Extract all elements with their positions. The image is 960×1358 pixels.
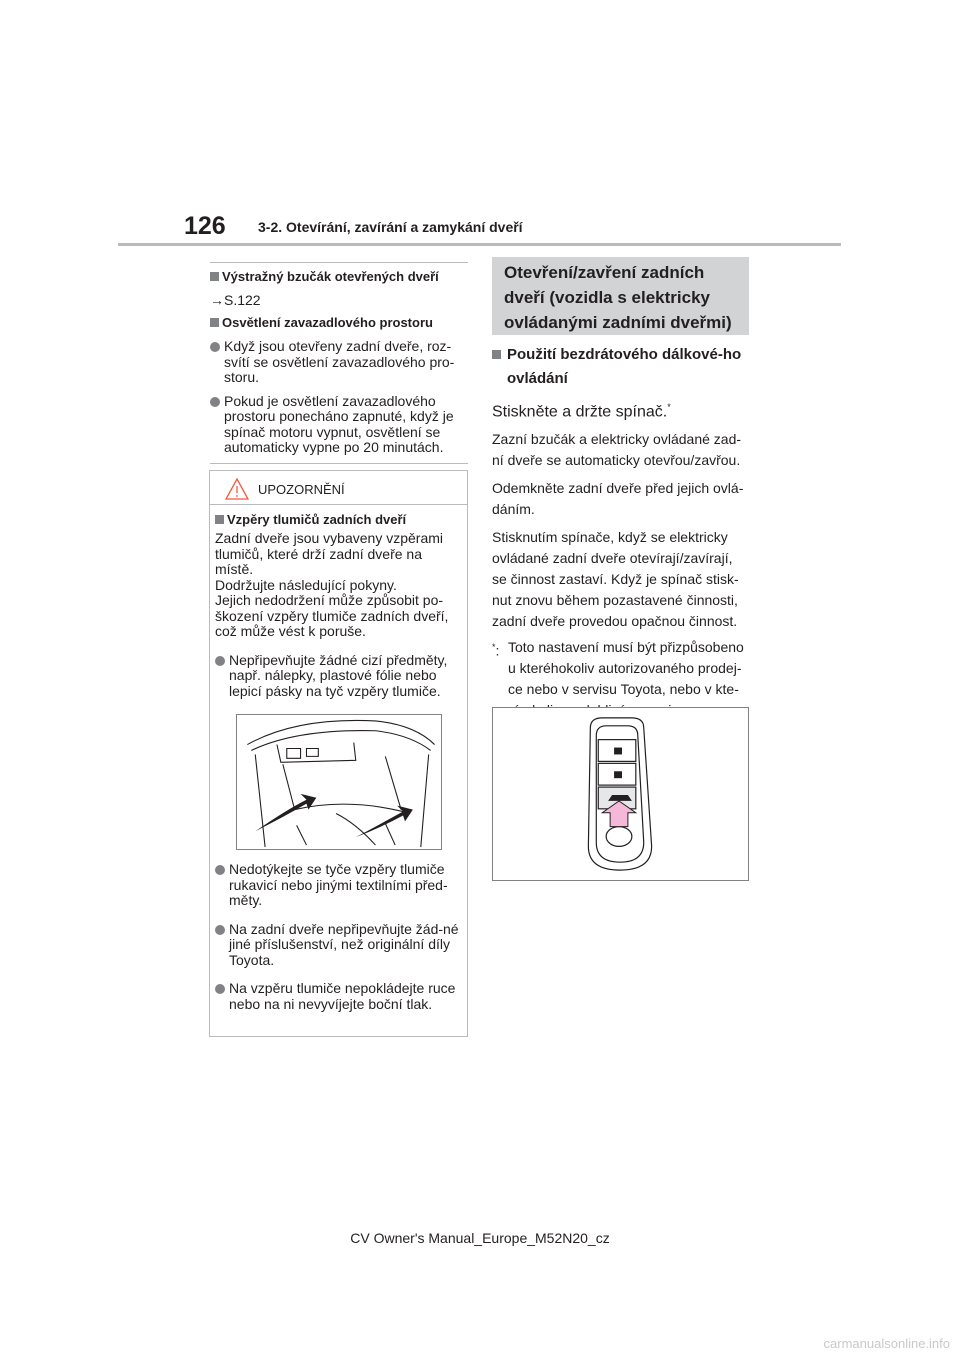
warning-paragraph: Zadní dveře jsou vybaveny vzpěrami tlumičů, které drží zadní dveře na místě. bbox=[215, 530, 443, 577]
page-number: 126 bbox=[184, 212, 226, 240]
footnote-mark: * bbox=[667, 402, 671, 412]
buzzer-section bbox=[210, 268, 468, 309]
tailgate-strut-illustration bbox=[236, 714, 442, 850]
remote-section bbox=[492, 343, 750, 721]
paragraph: Stisknutím spínače, když se elektricky ovládané zadní dveře otevírají/zavírají, se činnost zastaví. Když je spínač stisk-nut znovu během pozastavené činnosti, zadní dveře provedou opačnou činnost. bbox=[492, 529, 739, 630]
luggage-light-section bbox=[210, 314, 468, 456]
round-bullet-icon bbox=[210, 342, 220, 352]
square-bullet-icon bbox=[210, 272, 219, 281]
strut-title: Vzpěry tlumičů zadních dveří bbox=[227, 512, 407, 527]
strut-heading bbox=[215, 511, 463, 528]
footnote-text: Toto nastavení musí být přizpůsobeno u kteréhokoliv autorizovaného prodej-ce nebo v servisu Toyota, nebo v kte-rémkoliv spolehlivém servisu. bbox=[508, 639, 744, 719]
remote-heading bbox=[492, 343, 750, 391]
round-bullet-icon bbox=[215, 925, 225, 935]
square-bullet-icon bbox=[492, 350, 501, 359]
round-bullet-icon bbox=[210, 397, 220, 407]
watermark: carmanualsonline.info bbox=[823, 1336, 950, 1351]
list-item-text: Když jsou otevřeny zadní dveře, roz-svítí se osvětlení zavazadlového pro-storu. bbox=[224, 338, 455, 385]
list-item-text: Nepřipevňujte žádné cizí předměty, např. nálepky, plastové fólie nebo lepicí pásky na tyč vzpěry tlumiče. bbox=[229, 651, 448, 699]
warning-content bbox=[215, 511, 463, 699]
round-bullet-icon bbox=[215, 656, 225, 666]
list-item bbox=[215, 653, 463, 700]
warning-content-lower bbox=[215, 862, 463, 1012]
key-fob-illustration bbox=[492, 707, 749, 881]
section-heading: Otevření/zavření zadních dveří (vozidla s elektricky ovládanými zadními dveřmi) bbox=[504, 263, 732, 332]
round-bullet-icon bbox=[215, 865, 225, 875]
list-item-text: Na vzpěru tlumiče nepokládejte ruce nebo na ni nevyvíjejte boční tlak. bbox=[229, 980, 456, 1012]
header-rule bbox=[118, 243, 841, 246]
footnote-mark: * bbox=[492, 642, 496, 653]
round-bullet-icon bbox=[215, 984, 225, 994]
paragraph: Odemkněte zadní dveře před jejich ovlá-dáním. bbox=[492, 480, 744, 518]
instruction-lead bbox=[492, 402, 750, 421]
luggage-light-heading bbox=[210, 314, 468, 331]
list-item bbox=[215, 981, 463, 1012]
list-item bbox=[210, 394, 468, 456]
footnote-colon: : bbox=[495, 642, 500, 659]
warning-divider bbox=[210, 504, 468, 505]
list-item-text: Nedotýkejte se tyče vzpěry tlumiče rukavicí nebo jinými textilními před-měty. bbox=[229, 861, 448, 908]
list-item bbox=[215, 922, 463, 969]
footer-text: CV Owner's Manual_Europe_M52N20_cz bbox=[350, 1230, 610, 1246]
warning-triangle-icon bbox=[224, 477, 250, 501]
left-mid-rule bbox=[210, 463, 468, 464]
square-bullet-icon bbox=[215, 515, 224, 524]
warning-paragraph: Dodržujte následující pokyny. bbox=[215, 576, 397, 593]
section-title: 3-2. Otevírání, zavírání a zamykání dveří bbox=[258, 219, 523, 235]
remote-title: Použití bezdrátového dálkové-ho ovládání bbox=[507, 346, 742, 387]
list-item bbox=[215, 862, 463, 909]
buzzer-title: Výstražný bzučák otevřených dveří bbox=[222, 269, 439, 284]
warning-label: UPOZORNĚNÍ bbox=[258, 482, 345, 497]
square-bullet-icon bbox=[210, 318, 219, 327]
section-heading-box bbox=[492, 257, 749, 335]
buzzer-heading bbox=[210, 268, 468, 285]
list-item bbox=[210, 339, 468, 386]
page-reference: →S.122 bbox=[210, 292, 261, 308]
left-top-rule bbox=[210, 262, 468, 263]
list-item-text: Na zadní dveře nepřipevňujte žád-né jiné příslušenství, než originální díly Toyota. bbox=[229, 920, 459, 968]
list-item-text: Pokud je osvětlení zavazadlového prostoru ponecháno zapnuté, když je spínač motoru vypnut, osvětlení se automaticky vypne po 20 minutách. bbox=[224, 392, 454, 455]
warning-paragraph: Jejich nedodržení může způsobit po-škození vzpěry tlumiče zadních dveří, což může vést k poruše. bbox=[215, 592, 449, 639]
lead-text: Stiskněte a držte spínač. bbox=[492, 403, 668, 421]
paragraph: Zazní bzučák a elektricky ovládané zad-ní dveře se automaticky otevřou/zavřou. bbox=[492, 431, 742, 469]
luggage-light-title: Osvětlení zavazadlového prostoru bbox=[222, 315, 433, 330]
